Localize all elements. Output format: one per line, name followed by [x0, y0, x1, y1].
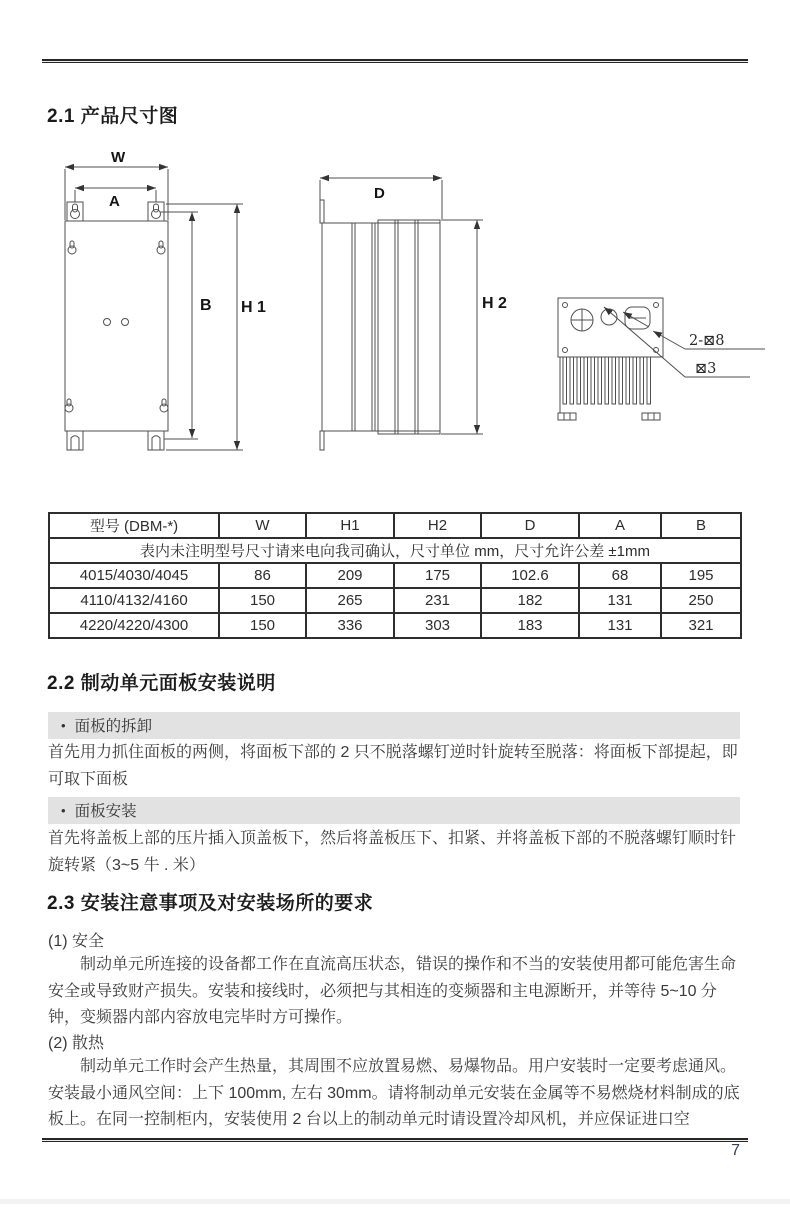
hole-label-3: ⊠3: [695, 361, 717, 377]
header-d: D: [481, 513, 579, 538]
side-view-diagram: [300, 146, 515, 478]
footer-rule: [42, 1138, 748, 1142]
table-cell: 86: [219, 563, 306, 588]
dim-label-w: W: [111, 149, 126, 166]
section-2-2-title: 2.2 制动单元面板安装说明: [47, 673, 276, 694]
panel-removal-text: 首先用力抓住面板的两侧，将面板下部的 2 只不脱落螺钉逆时针旋转至脱落：将面板下部提起，即可取下面板: [48, 744, 738, 788]
table-note: 表内未注明型号尺寸请来电向我司确认，尺寸单位 mm，尺寸允许公差 ±1mm: [49, 538, 741, 563]
page-number: 7: [731, 1142, 740, 1159]
table-cell: 250: [661, 588, 741, 613]
table-cell: 150: [219, 588, 306, 613]
table-cell: 150: [219, 613, 306, 638]
panel-removal-bar: [48, 712, 740, 739]
table-cell: 231: [394, 588, 481, 613]
hole-label-2x8: 2-⊠8: [689, 333, 725, 349]
table-cell: 4015/4030/4045: [49, 563, 219, 588]
bullet-icon: •: [61, 803, 66, 818]
header-rule: [42, 59, 748, 63]
front-view-diagram: [50, 146, 275, 478]
table-header-row: [49, 513, 741, 538]
section-2-1-title: 2.1 产品尺寸图: [47, 106, 179, 127]
table-cell: 321: [661, 613, 741, 638]
dim-label-d: D: [374, 185, 385, 202]
dimension-table: [48, 512, 742, 639]
table-cell: 175: [394, 563, 481, 588]
panel-install-text: 首先将盖板上部的压片插入顶盖板下，然后将盖板压下、扣紧、并将盖板下部的不脱落螺钉顺时针旋转紧（3~5 牛 . 米）: [48, 830, 737, 874]
table-note-row: [49, 538, 741, 563]
table-row: [49, 588, 741, 613]
panel-removal-label: 面板的拆卸: [74, 718, 153, 735]
table-cell: 131: [579, 588, 661, 613]
dim-label-h1: H 1: [241, 299, 266, 316]
table-cell: 183: [481, 613, 579, 638]
section-2-3-title: 2.3 安装注意事项及对安装场所的要求: [47, 893, 374, 914]
safety-item-label: (1) 安全: [48, 933, 105, 950]
table-row: [49, 613, 741, 638]
panel-install-bar: [48, 797, 740, 824]
table-cell: 195: [661, 563, 741, 588]
panel-install-label: 面板安装: [74, 803, 137, 820]
header-b: B: [661, 513, 741, 538]
dim-label-a: A: [109, 193, 120, 210]
dim-label-h2: H 2: [482, 295, 507, 312]
dim-label-b: B: [200, 297, 212, 314]
bottom-view-diagram: [545, 285, 770, 440]
header-h1: H1: [306, 513, 394, 538]
table-cell: 303: [394, 613, 481, 638]
table-row: [49, 563, 741, 588]
table-cell: 102.6: [481, 563, 579, 588]
bullet-icon: •: [61, 718, 66, 733]
table-cell: 265: [306, 588, 394, 613]
cooling-item-text: 制动单元工作时会产生热量，其周围不应放置易燃、易爆物品。用户安装时一定要考虑通风。安装最小通风空间：上下 100mm, 左右 30mm。请将制动单元安装在金属等不易燃烧材料制成的底板上。在同一控制柜内，安装使用 2 台以上的制动单元时请设置冷却风机，并应保证进口空: [48, 1058, 740, 1128]
header-w: W: [219, 513, 306, 538]
table-cell: 4220/4220/4300: [49, 613, 219, 638]
cooling-item-label: (2) 散热: [48, 1035, 105, 1052]
safety-item-text: 制动单元所连接的设备都工作在直流高压状态，错误的操作和不当的安装使用都可能危害生命安全或导致财产损失。安装和接线时，必须把与其相连的变频器和主电源断开，并等待 5~10 分钟，变频器内部内容放电完毕时方可操作。: [48, 956, 737, 1026]
header-h2: H2: [394, 513, 481, 538]
table-cell: 131: [579, 613, 661, 638]
table-cell: 209: [306, 563, 394, 588]
table-cell: 68: [579, 563, 661, 588]
table-cell: 182: [481, 588, 579, 613]
page-bottom-edge: [0, 1199, 790, 1204]
table-cell: 336: [306, 613, 394, 638]
header-a: A: [579, 513, 661, 538]
header-model: 型号 (DBM-*): [49, 513, 219, 538]
table-cell: 4110/4132/4160: [49, 588, 219, 613]
